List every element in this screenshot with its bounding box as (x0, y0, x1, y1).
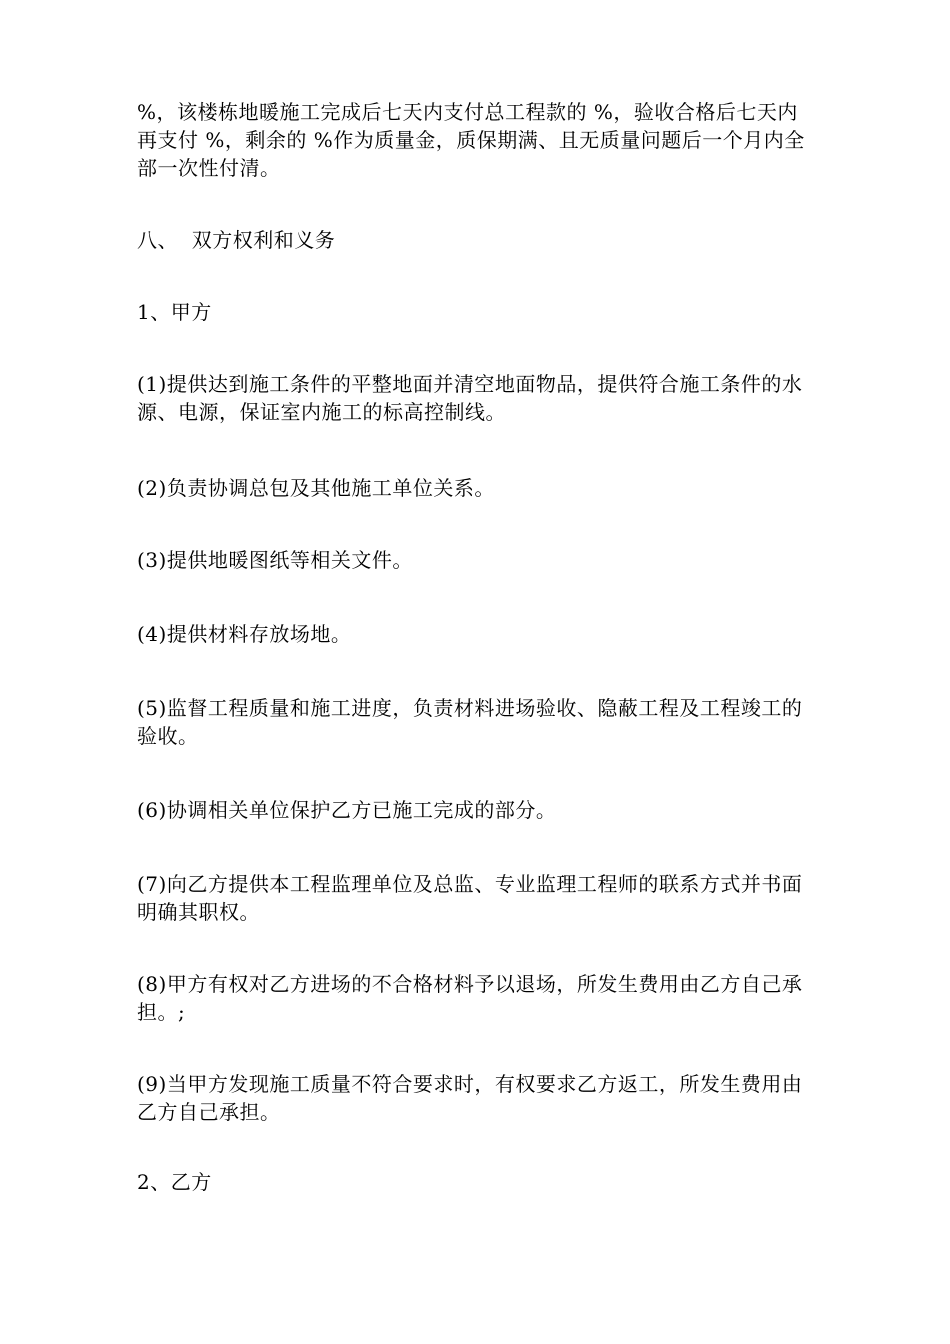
party-a-item-4: (4)提供材料存放场地。 (137, 622, 352, 646)
subsection-heading-party-b: 2、乙方 (137, 1170, 212, 1194)
party-a-item-3: (3)提供地暖图纸等相关文件。 (137, 548, 413, 572)
party-a-item-9: (9)当甲方发现施工质量不符合要求时，有权要求乙方返工，所发生费用由乙方自己承担。 (137, 1072, 803, 1124)
subsection-heading-party-a: 1、甲方 (137, 300, 212, 324)
party-a-item-6: (6)协调相关单位保护乙方已施工完成的部分。 (137, 798, 557, 822)
section-heading-rights-obligations: 八、 双方权利和义务 (137, 228, 336, 252)
party-a-item-1: (1)提供达到施工条件的平整地面并清空地面物品，提供符合施工条件的水源、电源，保证室内施工的标高控制线。 (137, 372, 803, 424)
party-a-item-2: (2)负责协调总包及其他施工单位关系。 (137, 476, 495, 500)
party-a-item-8: (8)甲方有权对乙方进场的不合格材料予以退场，所发生费用由乙方自己承担。; (137, 972, 803, 1024)
payment-terms-paragraph: %，该楼栋地暖施工完成后七天内支付总工程款的 %，验收合格后七天内再支付 %，剩余的 %作为质量金，质保期满、且无质量问题后一个月内全部一次性付清。 (137, 100, 805, 180)
party-a-item-5: (5)监督工程质量和施工进度，负责材料进场验收、隐蔽工程及工程竣工的验收。 (137, 696, 803, 748)
party-a-item-7: (7)向乙方提供本工程监理单位及总监、专业监理工程师的联系方式并书面明确其职权。 (137, 872, 803, 924)
